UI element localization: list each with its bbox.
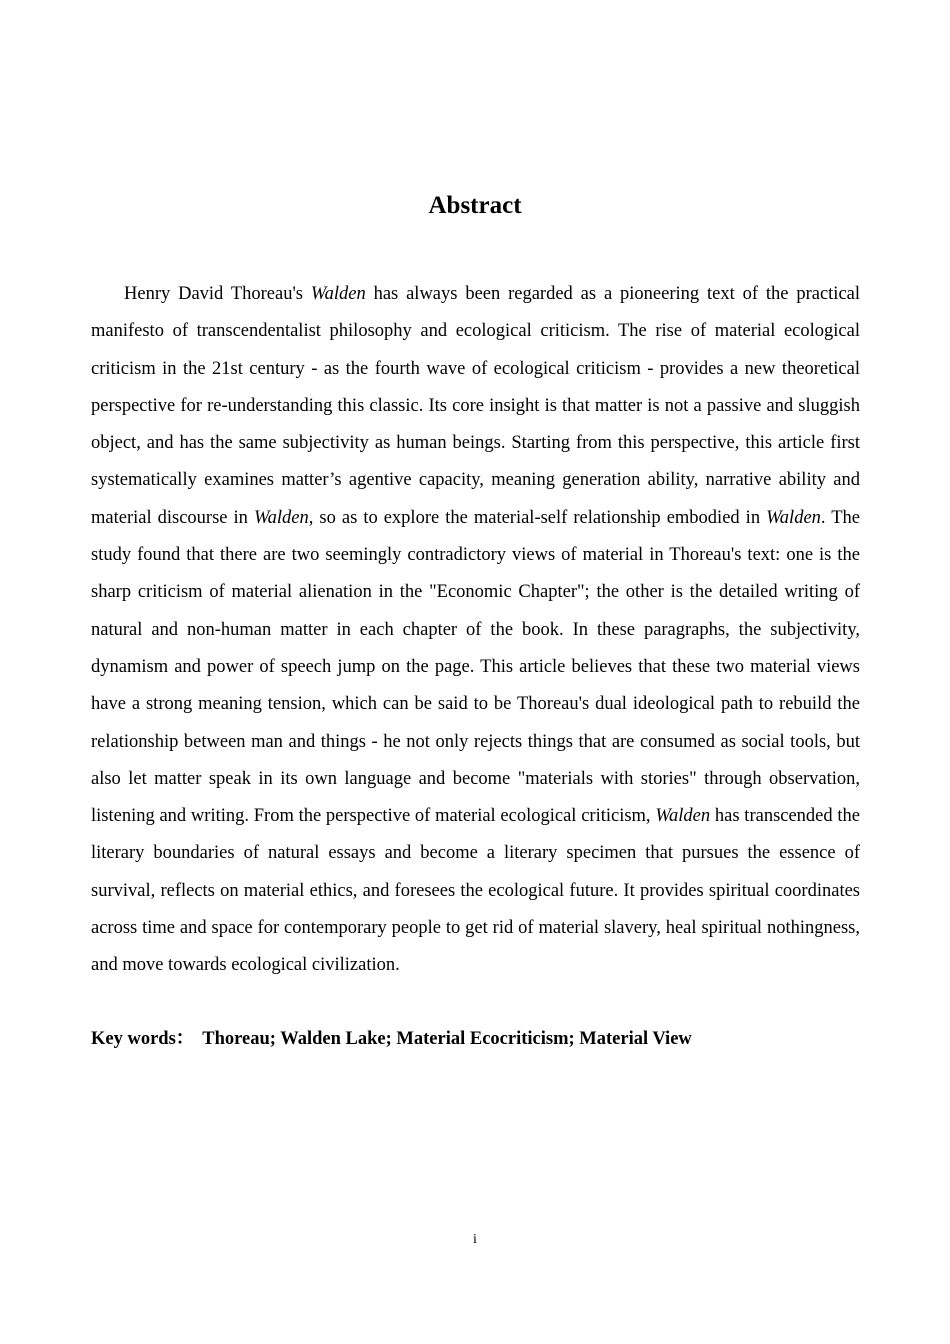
keywords-value: Thoreau; Walden Lake; Material Ecocriticism; Material View — [202, 1029, 692, 1049]
abstract-paragraph — [91, 276, 860, 985]
page-title: Abstract — [428, 192, 522, 219]
keywords-label: Key words： — [91, 1029, 195, 1049]
keywords-line — [91, 1022, 860, 1056]
book-title-italic: Walden — [310, 284, 366, 304]
abstract-text-segment: has always been regarded as a pioneering text of the practical manifesto of transcendentalist philosophy and ecological criticism. The rise of material ecological criticism in the 21st century - as the fourth wave of ecological criticism - provides a new theoretical perspective for re-understanding this classic. Its core insight is that matter is not a passive and sluggish object, and has the same subjectivity as human beings. Starting from this perspective, this article first systematically examines matter’s agentive capacity, meaning generation ability, narrative ability and material discourse in — [91, 284, 861, 528]
book-title-italic: Walden — [655, 806, 711, 827]
abstract-text-segment: , so as to explore the material-self relationship embodied in — [308, 507, 767, 528]
abstract-text-segment: has transcended the literary boundaries of natural essays and become a literary specimen that pursues the essence of survival, reflects on material ethics, and foresees the ecological future. It provides spiritual coordinates across time and space for contemporary people to get rid of material slavery, heal spiritual nothingness, and move towards ecological civilization. — [91, 806, 860, 976]
abstract-text-segment: . The study found that there are two seemingly contradictory views of material in Thoreau's text: one is the sharp criticism of material alienation in the "Economic Chapter"; the other is the detailed writing of natural and non-human matter in each chapter of the book. In these paragraphs, the subjectivity, dynamism and power of speech jump on the page. This article believes that these two material views have a strong meaning tension, which can be said to be Thoreau's dual ideological path to rebuild the relationship between man and things - he not only rejects things that are consumed as social tools, but also let matter speak in its own language and become "materials with stories" through observation, listening and writing. From the perspective of material ecological criticism, — [91, 507, 860, 827]
page-number: i — [473, 1232, 477, 1247]
book-title-italic: Walden — [253, 507, 309, 528]
book-title-italic: Walden — [766, 507, 821, 528]
abstract-text-segment: Henry David Thoreau's — [124, 284, 311, 304]
